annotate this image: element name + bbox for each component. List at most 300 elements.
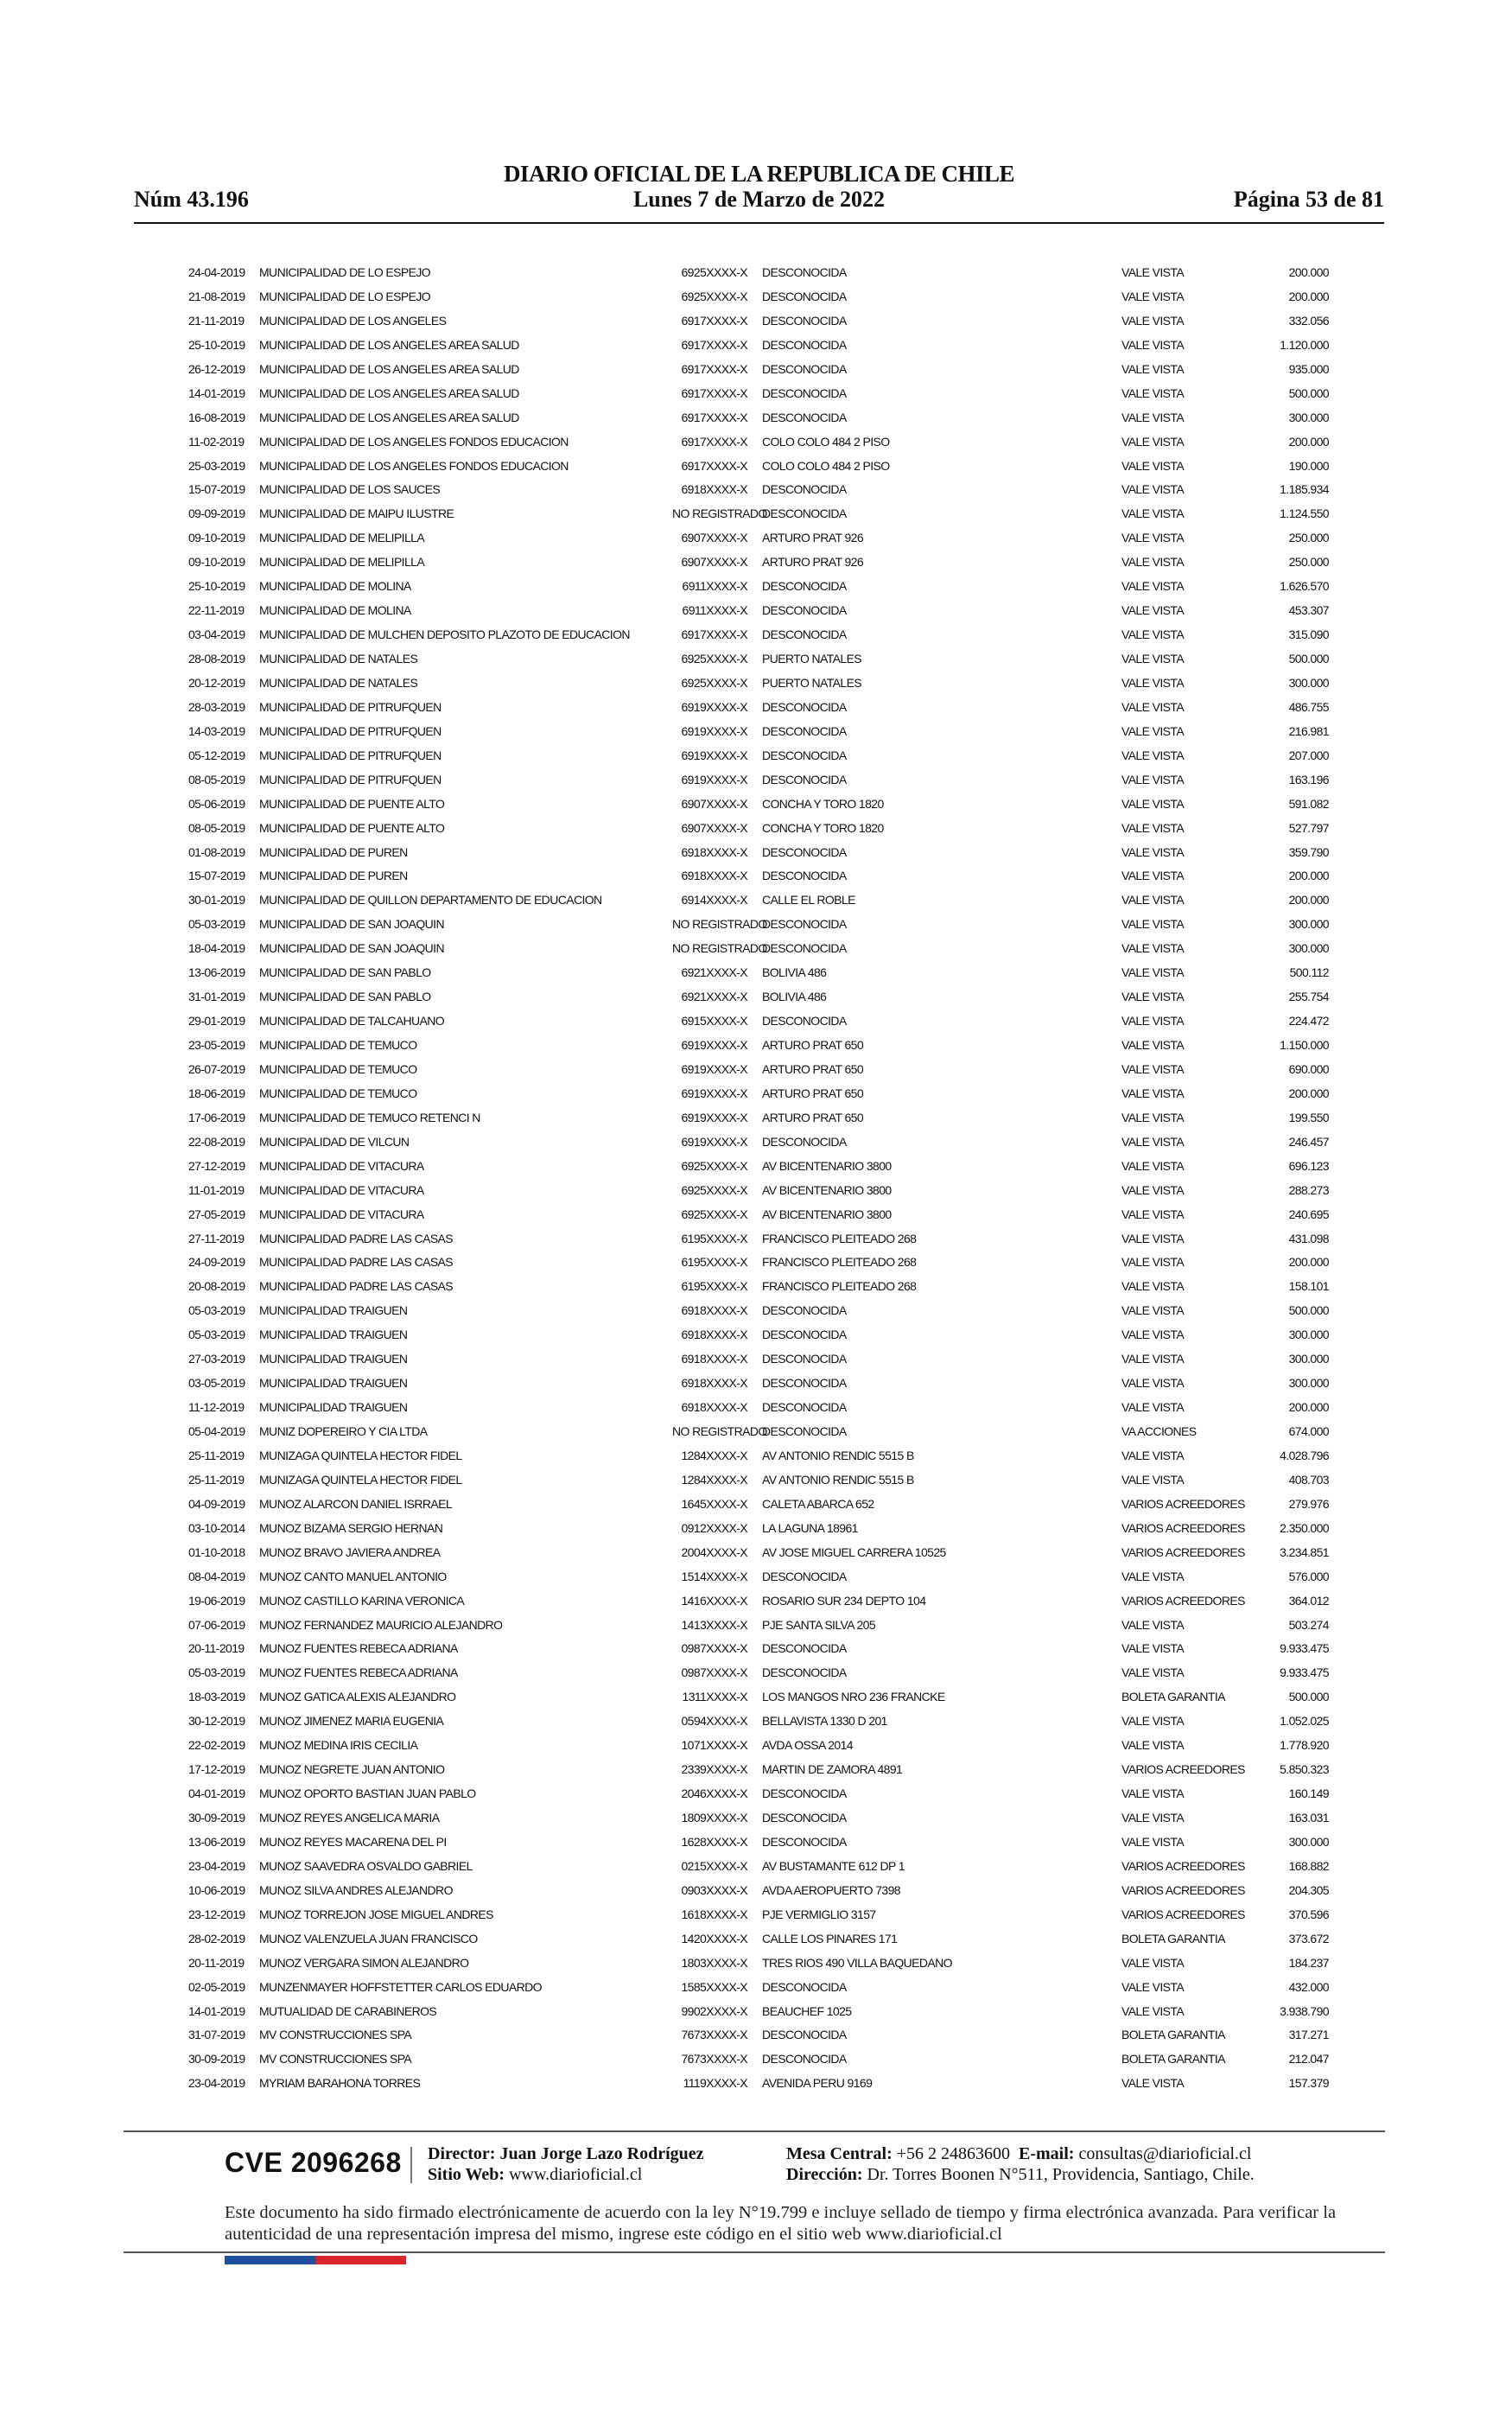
record-name: MUNICIPALIDAD DE SAN JOAQUIN bbox=[259, 941, 444, 956]
record-row bbox=[188, 961, 1329, 985]
record-rut: 6917XXXX-X bbox=[681, 337, 747, 352]
record-row bbox=[188, 285, 1329, 309]
record-amount: 246.457 bbox=[1288, 1134, 1329, 1149]
record-rut: 6917XXXX-X bbox=[681, 627, 747, 642]
record-amount: 674.000 bbox=[1288, 1424, 1329, 1438]
record-document-type: VALE VISTA bbox=[1121, 1641, 1185, 1656]
record-rut: 1284XXXX-X bbox=[681, 1448, 747, 1462]
record-address: DESCONOCIDA bbox=[762, 917, 847, 932]
record-rut: 6907XXXX-X bbox=[681, 531, 747, 545]
record-rut: 6919XXXX-X bbox=[681, 723, 747, 738]
record-name: MUNICIPALIDAD DE PITRUFQUEN bbox=[259, 772, 442, 786]
record-name: MUNICIPALIDAD DE PUREN bbox=[259, 869, 408, 883]
record-date: 27-05-2019 bbox=[188, 1207, 245, 1221]
record-amount: 1.185.934 bbox=[1280, 482, 1329, 497]
record-amount: 204.305 bbox=[1288, 1882, 1329, 1897]
record-row bbox=[188, 455, 1329, 479]
record-rut: 6918XXXX-X bbox=[681, 1376, 747, 1391]
record-name: MUNICIPALIDAD DE LOS ANGELES FONDOS EDUCACION bbox=[259, 434, 569, 449]
record-date: 30-01-2019 bbox=[188, 893, 245, 908]
record-row bbox=[188, 1275, 1329, 1299]
record-document-type: VALE VISTA bbox=[1121, 1448, 1185, 1462]
record-name: MUNICIPALIDAD DE PUREN bbox=[259, 844, 408, 859]
record-row bbox=[188, 1589, 1329, 1614]
record-row bbox=[188, 1734, 1329, 1758]
record-document-type: VALE VISTA bbox=[1121, 1811, 1185, 1825]
record-date: 01-08-2019 bbox=[188, 844, 245, 859]
record-amount: 332.056 bbox=[1288, 313, 1329, 328]
record-name: MUNICIPALIDAD DE MELIPILLA bbox=[259, 555, 425, 570]
phone-number: +56 2 24863600 bbox=[896, 2144, 1011, 2163]
record-row bbox=[188, 1082, 1329, 1106]
record-date: 31-01-2019 bbox=[188, 990, 245, 1004]
record-document-type: VALE VISTA bbox=[1121, 506, 1185, 521]
record-rut: 2004XXXX-X bbox=[681, 1544, 747, 1559]
record-document-type: VALE VISTA bbox=[1121, 1786, 1185, 1801]
record-date: 10-06-2019 bbox=[188, 1882, 245, 1897]
record-document-type: VALE VISTA bbox=[1121, 1472, 1185, 1487]
record-name: MUNICIPALIDAD DE TEMUCO RETENCI N bbox=[259, 1110, 480, 1124]
record-date: 27-12-2019 bbox=[188, 1158, 245, 1173]
record-row bbox=[188, 768, 1329, 793]
record-date: 17-12-2019 bbox=[188, 1762, 245, 1777]
record-rut: 1284XXXX-X bbox=[681, 1472, 747, 1487]
record-date: 29-01-2019 bbox=[188, 1014, 245, 1028]
record-date: 21-11-2019 bbox=[188, 313, 245, 328]
record-document-type: VALE VISTA bbox=[1121, 941, 1185, 956]
record-address: DESCONOCIDA bbox=[762, 1303, 847, 1318]
record-name: MUTUALIDAD DE CARABINEROS bbox=[259, 2003, 437, 2018]
record-amount: 3.938.790 bbox=[1280, 2003, 1329, 2018]
record-address: DESCONOCIDA bbox=[762, 361, 847, 376]
record-name: MV CONSTRUCCIONES SPA bbox=[259, 2052, 412, 2067]
record-address: AV BICENTENARIO 3800 bbox=[762, 1182, 892, 1197]
record-date: 28-08-2019 bbox=[188, 652, 245, 666]
record-rut: 6917XXXX-X bbox=[681, 361, 747, 376]
record-name: MUNOZ FUENTES REBECA ADRIANA bbox=[259, 1665, 458, 1680]
footer-director-block bbox=[428, 2143, 704, 2185]
record-document-type: VALE VISTA bbox=[1121, 1569, 1185, 1583]
header-divider bbox=[134, 222, 1384, 224]
record-row bbox=[188, 817, 1329, 841]
record-rut: 6921XXXX-X bbox=[681, 965, 747, 980]
record-document-type: VALE VISTA bbox=[1121, 627, 1185, 642]
record-row bbox=[188, 1952, 1329, 1976]
record-address: DESCONOCIDA bbox=[762, 1424, 847, 1438]
record-amount: 453.307 bbox=[1288, 603, 1329, 618]
record-address: FRANCISCO PLEITEADO 268 bbox=[762, 1231, 917, 1245]
record-date: 05-06-2019 bbox=[188, 796, 245, 811]
record-row bbox=[188, 1493, 1329, 1517]
record-name: MUNICIPALIDAD TRAIGUEN bbox=[259, 1400, 408, 1415]
record-address: LA LAGUNA 18961 bbox=[762, 1520, 858, 1535]
record-amount: 1.778.920 bbox=[1280, 1738, 1329, 1753]
record-address: DESCONOCIDA bbox=[762, 313, 847, 328]
record-rut: 0987XXXX-X bbox=[681, 1641, 747, 1656]
record-amount: 250.000 bbox=[1288, 555, 1329, 570]
record-date: 14-01-2019 bbox=[188, 385, 245, 400]
record-date: 04-09-2019 bbox=[188, 1496, 245, 1511]
record-document-type: VALE VISTA bbox=[1121, 1231, 1185, 1245]
record-date: 20-12-2019 bbox=[188, 675, 245, 690]
record-date: 08-04-2019 bbox=[188, 1569, 245, 1583]
record-address: COLO COLO 484 2 PISO bbox=[762, 458, 890, 473]
record-row bbox=[188, 864, 1329, 888]
record-rut: 0903XXXX-X bbox=[681, 1882, 747, 1897]
record-name: MUNOZ OPORTO BASTIAN JUAN PABLO bbox=[259, 1786, 476, 1801]
record-row bbox=[188, 672, 1329, 696]
record-rut: 1628XXXX-X bbox=[681, 1834, 747, 1849]
director-label: Director: bbox=[428, 2144, 496, 2163]
record-name: MUNICIPALIDAD DE QUILLON DEPARTAMENTO DE EDUCACION bbox=[259, 893, 602, 908]
record-address: DESCONOCIDA bbox=[762, 723, 847, 738]
record-row bbox=[188, 478, 1329, 502]
record-rut: 1071XXXX-X bbox=[681, 1738, 747, 1753]
footer-contact-block bbox=[786, 2143, 1255, 2185]
signature-notice: Este documento ha sido firmado electrónicamente de acuerdo con la ley N°19.799 e incluye sellado de tiempo y firma electrónica avanzada. Para verificar la autenticidad de una representación impresa del mismo, ingrese este código en el sitio web www.diarioficial.cl bbox=[225, 2203, 1337, 2244]
record-name: MUNICIPALIDAD DE PITRUFQUEN bbox=[259, 748, 442, 762]
record-document-type: BOLETA GARANTIA bbox=[1121, 1931, 1225, 1946]
record-name: MUNOZ BRAVO JAVIERA ANDREA bbox=[259, 1544, 441, 1559]
footer-divider bbox=[124, 2130, 1385, 2132]
record-amount: 300.000 bbox=[1288, 1352, 1329, 1366]
record-rut: 1420XXXX-X bbox=[681, 1931, 747, 1946]
record-rut: 0215XXXX-X bbox=[681, 1858, 747, 1873]
record-amount: 359.790 bbox=[1288, 844, 1329, 859]
record-rut: 6914XXXX-X bbox=[681, 893, 747, 908]
record-rut: 6917XXXX-X bbox=[681, 313, 747, 328]
site-line bbox=[428, 2164, 704, 2185]
record-amount: 200.000 bbox=[1288, 1086, 1329, 1100]
record-address: FRANCISCO PLEITEADO 268 bbox=[762, 1255, 917, 1270]
record-address: AV ANTONIO RENDIC 5515 B bbox=[762, 1472, 914, 1487]
record-address: DESCONOCIDA bbox=[762, 1376, 847, 1391]
record-amount: 486.755 bbox=[1288, 699, 1329, 714]
record-name: MUNOZ ALARCON DANIEL ISRRAEL bbox=[259, 1496, 453, 1511]
record-row bbox=[188, 1179, 1329, 1203]
record-rut: 6918XXXX-X bbox=[681, 482, 747, 497]
record-address: AV BUSTAMANTE 612 DP 1 bbox=[762, 1858, 905, 1873]
record-rut: 6917XXXX-X bbox=[681, 410, 747, 424]
record-address: AV BICENTENARIO 3800 bbox=[762, 1158, 892, 1173]
record-row bbox=[188, 1130, 1329, 1155]
record-date: 03-04-2019 bbox=[188, 627, 245, 642]
record-document-type: VALE VISTA bbox=[1121, 1255, 1185, 1270]
record-document-type: BOLETA GARANTIA bbox=[1121, 2052, 1225, 2067]
record-date: 04-01-2019 bbox=[188, 1786, 245, 1801]
record-amount: 576.000 bbox=[1288, 1569, 1329, 1583]
record-date: 05-12-2019 bbox=[188, 748, 245, 762]
record-rut: 1514XXXX-X bbox=[681, 1569, 747, 1583]
record-name: MUNICIPALIDAD DE PUENTE ALTO bbox=[259, 796, 445, 811]
record-document-type: VALE VISTA bbox=[1121, 748, 1185, 762]
record-rut: 6925XXXX-X bbox=[681, 1182, 747, 1197]
record-amount: 163.196 bbox=[1288, 772, 1329, 786]
record-amount: 364.012 bbox=[1288, 1593, 1329, 1608]
record-name: MUNIZAGA QUINTELA HECTOR FIDEL bbox=[259, 1448, 462, 1462]
record-name: MUNICIPALIDAD DE MULCHEN DEPOSITO PLAZOTO DE EDUCACION bbox=[259, 627, 630, 642]
record-date: 24-04-2019 bbox=[188, 265, 245, 279]
footer-separator bbox=[410, 2147, 412, 2183]
record-rut: 0912XXXX-X bbox=[681, 1520, 747, 1535]
record-date: 05-04-2019 bbox=[188, 1424, 245, 1438]
record-name: MUNICIPALIDAD DE MELIPILLA bbox=[259, 531, 425, 545]
record-amount: 224.472 bbox=[1288, 1014, 1329, 1028]
record-row bbox=[188, 309, 1329, 334]
record-row bbox=[188, 1710, 1329, 1734]
record-date: 31-07-2019 bbox=[188, 2028, 245, 2042]
record-name: MUNICIPALIDAD DE SAN PABLO bbox=[259, 965, 431, 980]
record-row bbox=[188, 358, 1329, 382]
record-row bbox=[188, 2072, 1329, 2096]
record-name: MUNICIPALIDAD DE LO ESPEJO bbox=[259, 289, 431, 303]
record-address: AVDA AEROPUERTO 7398 bbox=[762, 1882, 900, 1897]
record-row bbox=[188, 1685, 1329, 1710]
record-address: DESCONOCIDA bbox=[762, 603, 847, 618]
record-document-type: VALE VISTA bbox=[1121, 1182, 1185, 1197]
record-row bbox=[188, 1517, 1329, 1541]
record-amount: 935.000 bbox=[1288, 361, 1329, 376]
record-row bbox=[188, 1661, 1329, 1685]
record-row bbox=[188, 382, 1329, 406]
record-rut: 6919XXXX-X bbox=[681, 1134, 747, 1149]
record-address: LOS MANGOS NRO 236 FRANCKE bbox=[762, 1690, 945, 1704]
record-row bbox=[188, 1927, 1329, 1952]
record-date: 25-10-2019 bbox=[188, 579, 245, 594]
record-name: MUNICIPALIDAD DE TEMUCO bbox=[259, 1086, 417, 1100]
record-address: ARTURO PRAT 650 bbox=[762, 1061, 864, 1076]
record-name: MUNICIPALIDAD DE LO ESPEJO bbox=[259, 265, 431, 279]
record-rut: 6919XXXX-X bbox=[681, 1086, 747, 1100]
record-document-type: VALE VISTA bbox=[1121, 990, 1185, 1004]
record-amount: 4.028.796 bbox=[1280, 1448, 1329, 1462]
record-document-type: VALE VISTA bbox=[1121, 1617, 1185, 1632]
record-rut: 1585XXXX-X bbox=[681, 1979, 747, 1994]
record-date: 05-03-2019 bbox=[188, 1665, 245, 1680]
record-rut: 6919XXXX-X bbox=[681, 1061, 747, 1076]
record-document-type: VALE VISTA bbox=[1121, 1038, 1185, 1052]
record-document-type: VARIOS ACREEDORES bbox=[1121, 1593, 1245, 1608]
record-name: MUNICIPALIDAD DE LOS SAUCES bbox=[259, 482, 441, 497]
record-date: 26-12-2019 bbox=[188, 361, 245, 376]
record-address: CALLE LOS PINARES 171 bbox=[762, 1931, 898, 1946]
record-row bbox=[188, 1251, 1329, 1275]
record-rut: 6918XXXX-X bbox=[681, 1400, 747, 1415]
record-address: ARTURO PRAT 650 bbox=[762, 1086, 864, 1100]
record-name: MUNICIPALIDAD PADRE LAS CASAS bbox=[259, 1255, 454, 1270]
record-amount: 200.000 bbox=[1288, 869, 1329, 883]
record-name: MUNICIPALIDAD DE NATALES bbox=[259, 675, 418, 690]
record-address: DESCONOCIDA bbox=[762, 2052, 847, 2067]
record-document-type: VALE VISTA bbox=[1121, 1158, 1185, 1173]
record-date: 14-01-2019 bbox=[188, 2003, 245, 2018]
record-date: 09-09-2019 bbox=[188, 506, 245, 521]
record-name: MUNICIPALIDAD DE VITACURA bbox=[259, 1207, 424, 1221]
record-name: MUNOZ SAAVEDRA OSVALDO GABRIEL bbox=[259, 1858, 473, 1873]
record-document-type: VALE VISTA bbox=[1121, 1834, 1185, 1849]
record-document-type: VALE VISTA bbox=[1121, 796, 1185, 811]
record-rut: 6917XXXX-X bbox=[681, 458, 747, 473]
record-amount: 591.082 bbox=[1288, 796, 1329, 811]
record-name: MUNICIPALIDAD TRAIGUEN bbox=[259, 1303, 408, 1318]
record-rut: 6915XXXX-X bbox=[681, 1014, 747, 1028]
record-row bbox=[188, 985, 1329, 1009]
record-address: CALETA ABARCA 652 bbox=[762, 1496, 874, 1511]
record-row bbox=[188, 1227, 1329, 1251]
record-row bbox=[188, 913, 1329, 937]
record-date: 08-05-2019 bbox=[188, 820, 245, 835]
record-row bbox=[188, 1058, 1329, 1082]
address-text: Dr. Torres Boonen N°511, Providencia, Santiago, Chile. bbox=[867, 2165, 1255, 2184]
record-amount: 500.000 bbox=[1288, 1303, 1329, 1318]
record-name: MUNICIPALIDAD PADRE LAS CASAS bbox=[259, 1279, 454, 1294]
record-document-type: VALE VISTA bbox=[1121, 844, 1185, 859]
record-document-type: VARIOS ACREEDORES bbox=[1121, 1496, 1245, 1511]
record-address: TRES RIOS 490 VILLA BAQUEDANO bbox=[762, 1955, 952, 1970]
record-row bbox=[188, 696, 1329, 720]
record-date: 28-02-2019 bbox=[188, 1931, 245, 1946]
email-address[interactable]: consultas@diarioficial.cl bbox=[1078, 2144, 1252, 2163]
record-amount: 157.379 bbox=[1288, 2076, 1329, 2091]
record-rut: 6925XXXX-X bbox=[681, 1158, 747, 1173]
record-address: PJE SANTA SILVA 205 bbox=[762, 1617, 876, 1632]
record-amount: 1.150.000 bbox=[1280, 1038, 1329, 1052]
record-document-type: VALE VISTA bbox=[1121, 699, 1185, 714]
record-name: MUNICIPALIDAD DE LOS ANGELES bbox=[259, 313, 447, 328]
bottom-divider bbox=[124, 2251, 1385, 2253]
record-row bbox=[188, 1782, 1329, 1806]
record-amount: 163.031 bbox=[1288, 1811, 1329, 1825]
record-date: 22-11-2019 bbox=[188, 603, 245, 618]
record-address: CALLE EL ROBLE bbox=[762, 893, 855, 908]
record-amount: 300.000 bbox=[1288, 917, 1329, 932]
record-document-type: BOLETA GARANTIA bbox=[1121, 2028, 1225, 2042]
record-address: FRANCISCO PLEITEADO 268 bbox=[762, 1279, 917, 1294]
record-date: 09-10-2019 bbox=[188, 555, 245, 570]
record-rut: 1618XXXX-X bbox=[681, 1907, 747, 1921]
record-name: MUNICIPALIDAD DE SAN PABLO bbox=[259, 990, 431, 1004]
record-row bbox=[188, 1106, 1329, 1130]
record-document-type: VALE VISTA bbox=[1121, 1014, 1185, 1028]
record-date: 23-04-2019 bbox=[188, 2076, 245, 2091]
record-amount: 696.123 bbox=[1288, 1158, 1329, 1173]
record-amount: 300.000 bbox=[1288, 675, 1329, 690]
record-amount: 9.933.475 bbox=[1280, 1641, 1329, 1656]
record-date: 19-06-2019 bbox=[188, 1593, 245, 1608]
record-rut: 1803XXXX-X bbox=[681, 1955, 747, 1970]
record-document-type: VALE VISTA bbox=[1121, 869, 1185, 883]
record-rut: 6925XXXX-X bbox=[681, 652, 747, 666]
record-row bbox=[188, 1806, 1329, 1831]
record-document-type: VA ACCIONES bbox=[1121, 1424, 1197, 1438]
record-amount: 500.000 bbox=[1288, 385, 1329, 400]
record-name: MUNOZ VALENZUELA JUAN FRANCISCO bbox=[259, 1931, 478, 1946]
address-line bbox=[786, 2164, 1255, 2185]
record-amount: 207.000 bbox=[1288, 748, 1329, 762]
record-rut: 6925XXXX-X bbox=[681, 1207, 747, 1221]
record-address: DESCONOCIDA bbox=[762, 1811, 847, 1825]
record-name: MUNICIPALIDAD DE MOLINA bbox=[259, 603, 411, 618]
record-name: MUNICIPALIDAD TRAIGUEN bbox=[259, 1352, 408, 1366]
record-date: 03-05-2019 bbox=[188, 1376, 245, 1391]
record-address: COLO COLO 484 2 PISO bbox=[762, 434, 890, 449]
record-name: MUNOZ CASTILLO KARINA VERONICA bbox=[259, 1593, 465, 1608]
record-row bbox=[188, 1396, 1329, 1420]
record-document-type: VALE VISTA bbox=[1121, 289, 1185, 303]
record-row bbox=[188, 793, 1329, 817]
record-document-type: VALE VISTA bbox=[1121, 579, 1185, 594]
phone-label: Mesa Central: bbox=[786, 2144, 893, 2163]
record-name: MUNOZ BIZAMA SERGIO HERNAN bbox=[259, 1520, 443, 1535]
record-amount: 9.933.475 bbox=[1280, 1665, 1329, 1680]
record-document-type: VALE VISTA bbox=[1121, 1400, 1185, 1415]
record-rut: 6195XXXX-X bbox=[681, 1255, 747, 1270]
record-amount: 1.052.025 bbox=[1280, 1714, 1329, 1729]
issue-number: Núm 43.196 bbox=[134, 187, 249, 212]
record-name: MUNOZ SILVA ANDRES ALEJANDRO bbox=[259, 1882, 453, 1897]
record-address: AV ANTONIO RENDIC 5515 B bbox=[762, 1448, 914, 1462]
record-date: 02-05-2019 bbox=[188, 1979, 245, 1994]
record-rut: NO REGISTRADO bbox=[672, 506, 767, 521]
record-date: 23-04-2019 bbox=[188, 1858, 245, 1873]
record-document-type: VARIOS ACREEDORES bbox=[1121, 1882, 1245, 1897]
record-row bbox=[188, 841, 1329, 865]
record-document-type: VALE VISTA bbox=[1121, 1714, 1185, 1729]
record-amount: 200.000 bbox=[1288, 1255, 1329, 1270]
record-row bbox=[188, 261, 1329, 285]
record-date: 11-01-2019 bbox=[188, 1182, 245, 1197]
page-header bbox=[134, 161, 1384, 221]
record-date: 20-08-2019 bbox=[188, 1279, 245, 1294]
record-date: 15-07-2019 bbox=[188, 482, 245, 497]
record-amount: 300.000 bbox=[1288, 1328, 1329, 1342]
record-date: 14-03-2019 bbox=[188, 723, 245, 738]
record-document-type: VARIOS ACREEDORES bbox=[1121, 1544, 1245, 1559]
record-date: 13-06-2019 bbox=[188, 965, 245, 980]
record-address: ARTURO PRAT 926 bbox=[762, 555, 864, 570]
record-amount: 500.000 bbox=[1288, 1690, 1329, 1704]
record-address: BEAUCHEF 1025 bbox=[762, 2003, 852, 2018]
record-rut: 6195XXXX-X bbox=[681, 1279, 747, 1294]
record-row bbox=[188, 2023, 1329, 2047]
record-amount: 216.981 bbox=[1288, 723, 1329, 738]
record-rut: 1645XXXX-X bbox=[681, 1496, 747, 1511]
record-rut: 6921XXXX-X bbox=[681, 990, 747, 1004]
record-rut: NO REGISTRADO bbox=[672, 1424, 767, 1438]
site-url[interactable]: www.diarioficial.cl bbox=[509, 2165, 643, 2184]
record-name: MUNICIPALIDAD DE VITACURA bbox=[259, 1158, 424, 1173]
record-amount: 408.703 bbox=[1288, 1472, 1329, 1487]
record-document-type: VALE VISTA bbox=[1121, 555, 1185, 570]
record-rut: 6917XXXX-X bbox=[681, 434, 747, 449]
record-amount: 255.754 bbox=[1288, 990, 1329, 1004]
record-address: DESCONOCIDA bbox=[762, 289, 847, 303]
record-name: MUNICIPALIDAD DE TEMUCO bbox=[259, 1061, 417, 1076]
record-row bbox=[188, 1541, 1329, 1565]
record-document-type: VALE VISTA bbox=[1121, 410, 1185, 424]
record-amount: 160.149 bbox=[1288, 1786, 1329, 1801]
record-amount: 431.098 bbox=[1288, 1231, 1329, 1245]
record-rut: 6918XXXX-X bbox=[681, 869, 747, 883]
record-amount: 300.000 bbox=[1288, 1834, 1329, 1849]
record-rut: 6919XXXX-X bbox=[681, 1038, 747, 1052]
cve-code: CVE 2096268 bbox=[225, 2147, 402, 2178]
record-address: DESCONOCIDA bbox=[762, 1979, 847, 1994]
record-date: 23-12-2019 bbox=[188, 1907, 245, 1921]
record-address: DESCONOCIDA bbox=[762, 1786, 847, 1801]
record-name: MUNOZ NEGRETE JUAN ANTONIO bbox=[259, 1762, 445, 1777]
record-row bbox=[188, 720, 1329, 744]
